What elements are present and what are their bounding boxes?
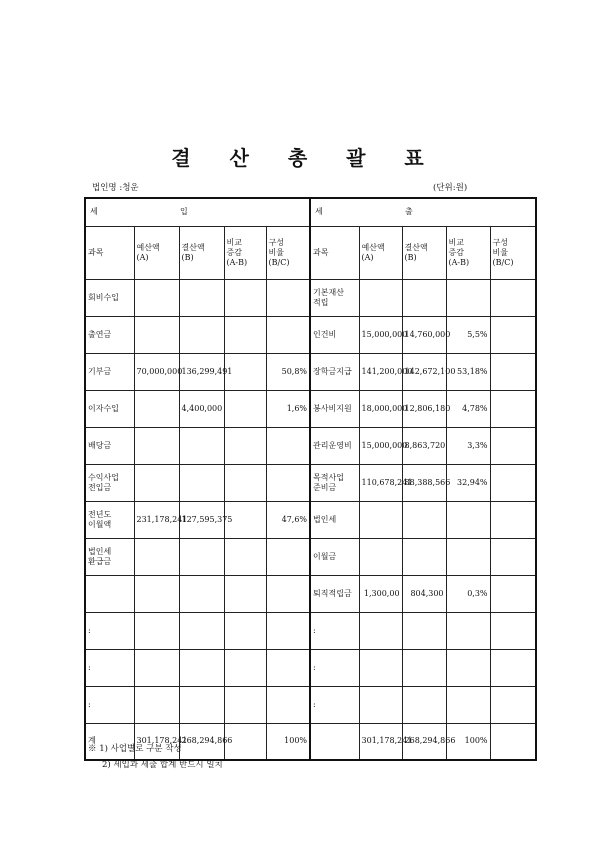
expense-diff-cell xyxy=(446,501,490,538)
expense-subject-cell: 목적사업 준비금 xyxy=(310,464,359,501)
expense-ratio-cell xyxy=(490,538,536,575)
expense-subject-cell: : xyxy=(310,649,359,686)
expense-budget-cell: 110,678,241 xyxy=(359,464,402,501)
income-settled-cell: 4,400,000 xyxy=(179,390,224,427)
expense-diff-cell: 0,3% xyxy=(446,575,490,612)
expense-subject-cell: 이월금 xyxy=(310,538,359,575)
expense-diff-cell: 5,5% xyxy=(446,316,490,353)
income-subject-cell: 회비수입 xyxy=(85,279,134,316)
table-row xyxy=(85,390,536,427)
table-row xyxy=(85,353,536,390)
expense-diff-cell: 53,18% xyxy=(446,353,490,390)
income-settled-cell xyxy=(179,612,224,649)
expense-budget-header: 예산액 (A) xyxy=(359,226,402,279)
expense-budget-cell xyxy=(359,501,402,538)
expense-settled-header: 결산액 (B) xyxy=(402,226,446,279)
income-settled-cell xyxy=(179,316,224,353)
income-budget-cell: 70,000,000 xyxy=(134,353,179,390)
income-settled-cell xyxy=(179,538,224,575)
expense-subject-cell: 인건비 xyxy=(310,316,359,353)
footnote-1: ※ 1) 사업별로 구분 작성 xyxy=(88,744,182,754)
expense-settled-cell xyxy=(402,612,446,649)
expense-settled-cell xyxy=(402,649,446,686)
income-settled-cell: 268,294,866 xyxy=(179,723,224,760)
expense-settled-cell xyxy=(402,501,446,538)
income-settled-cell: 136,299,491 xyxy=(179,353,224,390)
income-ratio-cell xyxy=(266,464,310,501)
income-ratio-cell: 47,6% xyxy=(266,501,310,538)
table-row xyxy=(85,612,536,649)
footnote-2: 2) 세입과 세출 합계 반드시 일치 xyxy=(102,760,223,770)
expense-ratio-cell xyxy=(490,390,536,427)
expense-ratio-cell xyxy=(490,612,536,649)
income-settled-header: 결산액 (B) xyxy=(179,226,224,279)
expense-budget-cell: 15,000,000 xyxy=(359,316,402,353)
income-budget-cell xyxy=(134,686,179,723)
income-budget-cell: 231,178,241 xyxy=(134,501,179,538)
expense-budget-cell: 15,000,000 xyxy=(359,427,402,464)
income-budget-cell xyxy=(134,538,179,575)
corporation-name: 법인명 :청운 xyxy=(92,183,139,193)
expense-settled-cell: 88,388,566 xyxy=(402,464,446,501)
income-ratio-cell: 50,8% xyxy=(266,353,310,390)
table-row xyxy=(85,501,536,538)
expense-budget-cell xyxy=(359,538,402,575)
income-diff-cell xyxy=(224,575,266,612)
settlement-summary-table xyxy=(84,197,537,761)
expense-budget-cell: 301,178,241 xyxy=(359,723,402,760)
income-subject-cell: 이자수입 xyxy=(85,390,134,427)
expense-subject-cell: 퇴직적립금 xyxy=(310,575,359,612)
income-settled-cell xyxy=(179,464,224,501)
income-diff-cell xyxy=(224,390,266,427)
income-subject-cell: 법인세 환급금 xyxy=(85,538,134,575)
income-ratio-cell xyxy=(266,649,310,686)
income-settled-cell: 127,595,375 xyxy=(179,501,224,538)
income-settled-cell xyxy=(179,686,224,723)
income-diff-cell xyxy=(224,538,266,575)
table-row xyxy=(85,427,536,464)
expense-diff-cell xyxy=(446,686,490,723)
expense-subject-cell: 관리운영비 xyxy=(310,427,359,464)
income-subject-cell xyxy=(85,575,134,612)
income-ratio-cell xyxy=(266,316,310,353)
income-settled-cell xyxy=(179,279,224,316)
expense-subject-cell xyxy=(310,723,359,760)
expense-settled-cell xyxy=(402,538,446,575)
expense-diff-cell: 100% xyxy=(446,723,490,760)
expense-diff-header: 비교 증감 (A-B) xyxy=(446,226,490,279)
income-budget-cell xyxy=(134,464,179,501)
income-budget-cell xyxy=(134,649,179,686)
expense-budget-cell: 1,300,00 xyxy=(359,575,402,612)
income-subject-cell: 배당금 xyxy=(85,427,134,464)
expense-ratio-cell xyxy=(490,427,536,464)
expense-diff-cell: 3,3% xyxy=(446,427,490,464)
income-ratio-cell xyxy=(266,686,310,723)
expense-budget-cell xyxy=(359,649,402,686)
income-subject-cell: : xyxy=(85,612,134,649)
income-budget-cell xyxy=(134,316,179,353)
expense-settled-cell xyxy=(402,686,446,723)
income-subject-cell: : xyxy=(85,686,134,723)
income-budget-cell xyxy=(134,427,179,464)
expense-ratio-cell xyxy=(490,464,536,501)
expense-settled-cell: 268,294,866 xyxy=(402,723,446,760)
expense-ratio-cell xyxy=(490,316,536,353)
table-row xyxy=(85,686,536,723)
income-subject-cell: 전년도 이월액 xyxy=(85,501,134,538)
income-subject-cell: 계 xyxy=(85,723,134,760)
expense-settled-cell: 14,760,000 xyxy=(402,316,446,353)
income-ratio-header: 구성 비율 (B/C) xyxy=(266,226,310,279)
table-row xyxy=(85,575,536,612)
income-diff-cell xyxy=(224,427,266,464)
income-ratio-cell xyxy=(266,538,310,575)
expense-ratio-cell xyxy=(490,649,536,686)
expense-ratio-cell xyxy=(490,501,536,538)
income-ratio-cell xyxy=(266,575,310,612)
income-settled-cell xyxy=(179,575,224,612)
expense-settled-cell: 8,863,720 xyxy=(402,427,446,464)
expense-diff-cell xyxy=(446,279,490,316)
expense-subject-cell: : xyxy=(310,686,359,723)
income-ratio-cell xyxy=(266,279,310,316)
income-diff-header: 비교 증감 (A-B) xyxy=(224,226,266,279)
expense-ratio-cell xyxy=(490,723,536,760)
expense-budget-cell xyxy=(359,612,402,649)
expense-budget-cell: 18,000,000 xyxy=(359,390,402,427)
income-subject-cell: 기부금 xyxy=(85,353,134,390)
income-settled-cell xyxy=(179,649,224,686)
income-subject-header: 과목 xyxy=(85,226,134,279)
income-budget-cell xyxy=(134,612,179,649)
expense-subject-header: 과목 xyxy=(310,226,359,279)
table-row xyxy=(85,316,536,353)
income-ratio-cell xyxy=(266,427,310,464)
income-diff-cell xyxy=(224,686,266,723)
expense-subject-cell: : xyxy=(310,612,359,649)
expense-diff-cell xyxy=(446,538,490,575)
expense-settled-cell: 804,300 xyxy=(402,575,446,612)
expense-ratio-cell xyxy=(490,575,536,612)
income-ratio-cell xyxy=(266,612,310,649)
income-section-header: 세 입 xyxy=(85,198,310,226)
expense-ratio-cell xyxy=(490,279,536,316)
expense-diff-cell xyxy=(446,612,490,649)
expense-ratio-cell xyxy=(490,686,536,723)
income-diff-cell xyxy=(224,649,266,686)
unit-label: (단위:원) xyxy=(433,183,468,193)
income-diff-cell xyxy=(224,279,266,316)
table-row xyxy=(85,538,536,575)
income-subject-cell: : xyxy=(85,649,134,686)
income-subject-cell: 출연금 xyxy=(85,316,134,353)
expense-settled-cell: 12,806,180 xyxy=(402,390,446,427)
expense-subject-cell: 장학금지급 xyxy=(310,353,359,390)
expense-diff-cell xyxy=(446,649,490,686)
table-row xyxy=(85,649,536,686)
expense-diff-cell: 4,78% xyxy=(446,390,490,427)
expense-ratio-cell xyxy=(490,353,536,390)
expense-subject-cell: 법인세 xyxy=(310,501,359,538)
expense-settled-cell: 142,672,100 xyxy=(402,353,446,390)
expense-settled-cell xyxy=(402,279,446,316)
document-title: 결 산 총 괄 표 xyxy=(171,146,440,170)
income-ratio-cell: 100% xyxy=(266,723,310,760)
income-budget-cell xyxy=(134,575,179,612)
footnotes xyxy=(88,741,223,773)
expense-diff-cell: 32,94% xyxy=(446,464,490,501)
income-diff-cell xyxy=(224,464,266,501)
income-settled-cell xyxy=(179,427,224,464)
income-diff-cell xyxy=(224,316,266,353)
income-subject-cell: 수익사업 전입금 xyxy=(85,464,134,501)
income-budget-cell: 301,178,241 xyxy=(134,723,179,760)
expense-section-header: 세 출 xyxy=(310,198,536,226)
income-budget-cell xyxy=(134,390,179,427)
expense-budget-cell xyxy=(359,279,402,316)
expense-budget-cell: 141,200,000 xyxy=(359,353,402,390)
table-row xyxy=(85,279,536,316)
income-budget-header: 예산액 (A) xyxy=(134,226,179,279)
expense-budget-cell xyxy=(359,686,402,723)
income-budget-cell xyxy=(134,279,179,316)
income-diff-cell xyxy=(224,612,266,649)
expense-ratio-header: 구성 비율 (B/C) xyxy=(490,226,536,279)
expense-subject-cell: 봉사비지원 xyxy=(310,390,359,427)
income-ratio-cell: 1,6% xyxy=(266,390,310,427)
expense-subject-cell: 기본재산 적립 xyxy=(310,279,359,316)
table-row xyxy=(85,464,536,501)
